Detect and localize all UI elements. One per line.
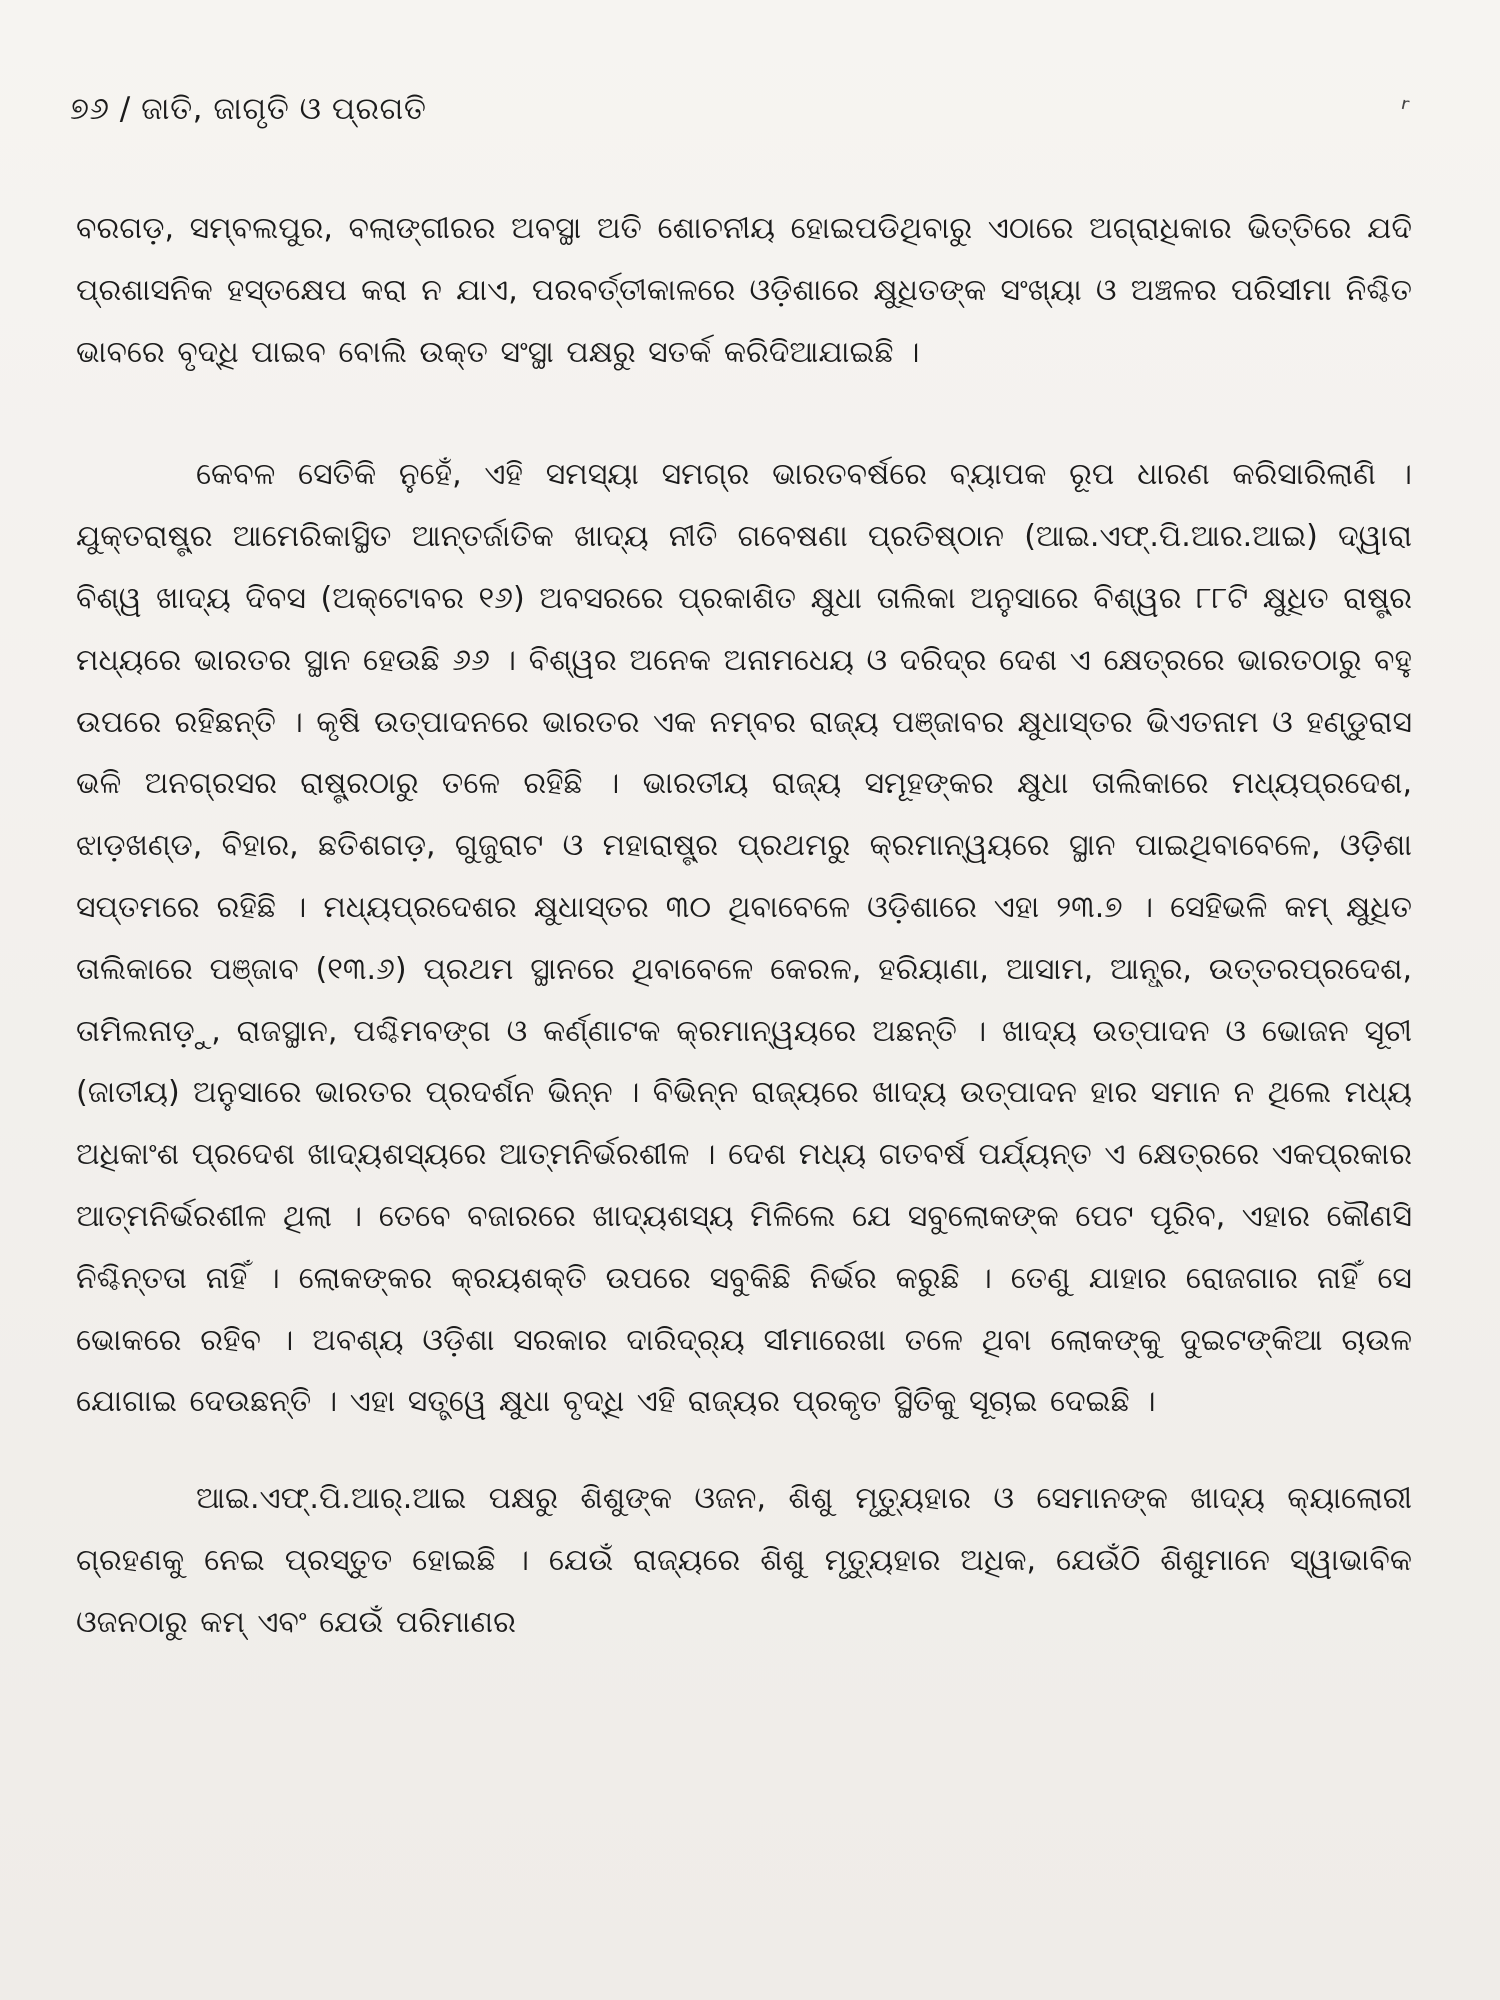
running-head: ୭୬ / ଜାତି, ଜାଗୃତି ଓ ପ୍ରଗତି — [70, 91, 427, 127]
corner-mark: ʳ — [1396, 91, 1412, 128]
paragraph-2: କେବଳ ସେତିକି ନୁହେଁ, ଏହି ସମସ୍ୟା ସମଗ୍ର ଭାରତବର୍ଷରେ ବ୍ୟାପକ ରୂପ ଧାରଣ କରିସାରିଲାଣି । ଯୁକ୍ତରାଷ୍ଟ୍ର ଆମେରିକାସ୍ଥିତ ଆନ୍ତର୍ଜାତିକ ଖାଦ୍ୟ ନୀତି ଗବେଷଣା ପ୍ରତିଷ୍ଠାନ (ଆଇ.ଏଫ୍.ପି.ଆର.ଆଇ) ଦ୍ୱାରା ବିଶ୍ୱ ଖାଦ୍ୟ ଦିବସ (ଅକ୍ଟୋବର ୧୬) ଅବସରରେ ପ୍ରକାଶିତ କ୍ଷୁଧା ତାଲିକା ଅନୁସାରେ ବିଶ୍ୱର ୮୮ଟି କ୍ଷୁଧିତ ରାଷ୍ଟ୍ର ମଧ୍ୟରେ ଭାରତର ସ୍ଥାନ ହେଉଛି ୬୬ । ବିଶ୍ୱର ଅନେକ ଅନାମଧେୟ ଓ ଦରିଦ୍ର ଦେଶ ଏ କ୍ଷେତ୍ରରେ ଭାରତଠାରୁ ବହୁ ଉପରେ ରହିଛନ୍ତି । କୃଷି ଉତ୍ପାଦନରେ ଭାରତର ଏକ ନମ୍ବର ରାଜ୍ୟ ପଞ୍ଜାବର କ୍ଷୁଧାସ୍ତର ଭିଏତନାମ ଓ ହଣ୍ଡୁରାସ ଭଳି ଅନଗ୍ରସର ରାଷ୍ଟ୍ରଠାରୁ ତଳେ ରହିଛି । ଭାରତୀୟ ରାଜ୍ୟ ସମୂହଙ୍କର କ୍ଷୁଧା ତାଲିକାରେ ମଧ୍ୟପ୍ରଦେଶ, ଝାଡ଼ଖଣ୍ଡ, ବିହାର, ଛତିଶଗଡ଼, ଗୁଜୁରାଟ ଓ ମହାରାଷ୍ଟ୍ର ପ୍ରଥମରୁ କ୍ରମାନ୍ୱୟରେ ସ୍ଥାନ ପାଇଥିବାବେଳେ, ଓଡ଼ିଶା ସପ୍ତମରେ ରହିଛି । ମଧ୍ୟପ୍ରଦେଶର କ୍ଷୁଧାସ୍ତର ୩୦ ଥିବାବେଳେ ଓଡ଼ିଶାରେ ଏହା ୨୩.୭ । ସେହିଭଳି କମ୍ କ୍ଷୁଧିତ ତାଲିକାରେ ପଞ୍ଜାବ (୧୩.୬) ପ୍ରଥମ ସ୍ଥାନରେ ଥିବାବେଳେ କେରଳ, ହରିୟାଣା, ଆସାମ, ଆନ୍ଧ୍ର, ଉତ୍ତରପ୍ରଦେଶ, ତାମିଲନାଡ଼ୁ, ରାଜସ୍ଥାନ, ପଶ୍ଚିମବଙ୍ଗ ଓ କର୍ଣ୍ଣାଟକ କ୍ରମାନ୍ୱୟରେ ଅଛନ୍ତି । ଖାଦ୍ୟ ଉତ୍ପାଦନ ଓ ଭୋଜନ ସୂଚୀ (ଜାତୀୟ) ଅନୁସାରେ ଭାରତର ପ୍ରଦର୍ଶନ ଭିନ୍ନ । ବିଭିନ୍ନ ରାଜ୍ୟରେ ଖାଦ୍ୟ ଉତ୍ପାଦନ ହାର ସମାନ ନ ଥିଲେ ମଧ୍ୟ ଅଧିକାଂଶ ପ୍ରଦେଶ ଖାଦ୍ୟଶସ୍ୟରେ ଆତ୍ମନିର୍ଭରଶୀଳ । ଦେଶ ମଧ୍ୟ ଗତବର୍ଷ ପର୍ଯ୍ୟନ୍ତ ଏ କ୍ଷେତ୍ରରେ ଏକପ୍ରକାର ଆତ୍ମନିର୍ଭରଶୀଳ ଥିଲା । ତେବେ ବଜାରରେ ଖାଦ୍ୟଶସ୍ୟ ମିଳିଲେ ଯେ ସବୁଲୋକଙ୍କ ପେଟ ପୂରିବ, ଏହାର କୌଣସି ନିଶ୍ଚିନ୍ତତା ନାହିଁ । ଲୋକଙ୍କର କ୍ରୟଶକ୍ତି ଉପରେ ସବୁକିଛି ନିର୍ଭର କରୁଛି । ତେଣୁ ଯାହାର ରୋଜଗାର ନାହିଁ ସେ ଭୋକରେ ରହିବ । ଅବଶ୍ୟ ଓଡ଼ିଶା ସରକାର ଦାରିଦ୍ର୍ୟ ସୀମାରେଖା ତଳେ ଥିବା ଲୋକଙ୍କୁ ଦୁଇଟଙ୍କିଆ ଚାଉଳ ଯୋଗାଇ ଦେଉଛନ୍ତି । ଏହା ସତ୍ତ୍ୱେ କ୍ଷୁଧା ବୃଦ୍ଧି ଏହି ରାଜ୍ୟର ପ୍ରକୃତ ସ୍ଥିତିକୁ ସୂଚାଇ ଦେଇଛି । — [76, 457, 1412, 1420]
paragraph-1: ବରଗଡ଼, ସମ୍ବଲପୁର, ବଲାଙ୍ଗୀରର ଅବସ୍ଥା ଅତି ଶୋଚନୀୟ ହୋଇପଡିଥିବାରୁ ଏଠାରେ ଅଗ୍ରାଧିକାର ଭିତ୍ତିରେ ଯଦି ପ୍ରଶାସନିକ ହସ୍ତକ୍ଷେପ କରା ନ ଯାଏ, ପରବର୍ତ୍ତୀକାଳରେ ଓଡ଼ିଶାରେ କ୍ଷୁଧିତଙ୍କ ସଂଖ୍ୟା ଓ ଅଞ୍ଚଳର ପରିସୀମା ନିଶ୍ଚିତ ଭାବରେ ବୃଦ୍ଧି ପାଇବ ବୋଲି ଉକ୍ତ ସଂସ୍ଥା ପକ୍ଷରୁ ସତର୍କ କରିଦିଆଯାଇଛି । — [76, 211, 1412, 370]
paragraph-3: ଆଇ.ଏଫ୍.ପି.ଆର୍.ଆଇ ପକ୍ଷରୁ ଶିଶୁଙ୍କ ଓଜନ, ଶିଶୁ ମୃତ୍ୟୁହାର ଓ ସେମାନଙ୍କ ଖାଦ୍ୟ କ୍ୟାଲୋରୀ ଗ୍ରହଣକୁ ନେଇ ପ୍ରସ୍ତୁତ ହୋଇଛି । ଯେଉଁ ରାଜ୍ୟରେ ଶିଶୁ ମୃତ୍ୟୁହାର ଅଧିକ, ଯେଉଁଠି ଶିଶୁମାନେ ସ୍ୱାଭାବିକ ଓଜନଠାରୁ କମ୍ ଏବଂ ଯେଉଁ ପରିମାଣର — [76, 1481, 1412, 1640]
body-text — [76, 198, 1412, 1654]
